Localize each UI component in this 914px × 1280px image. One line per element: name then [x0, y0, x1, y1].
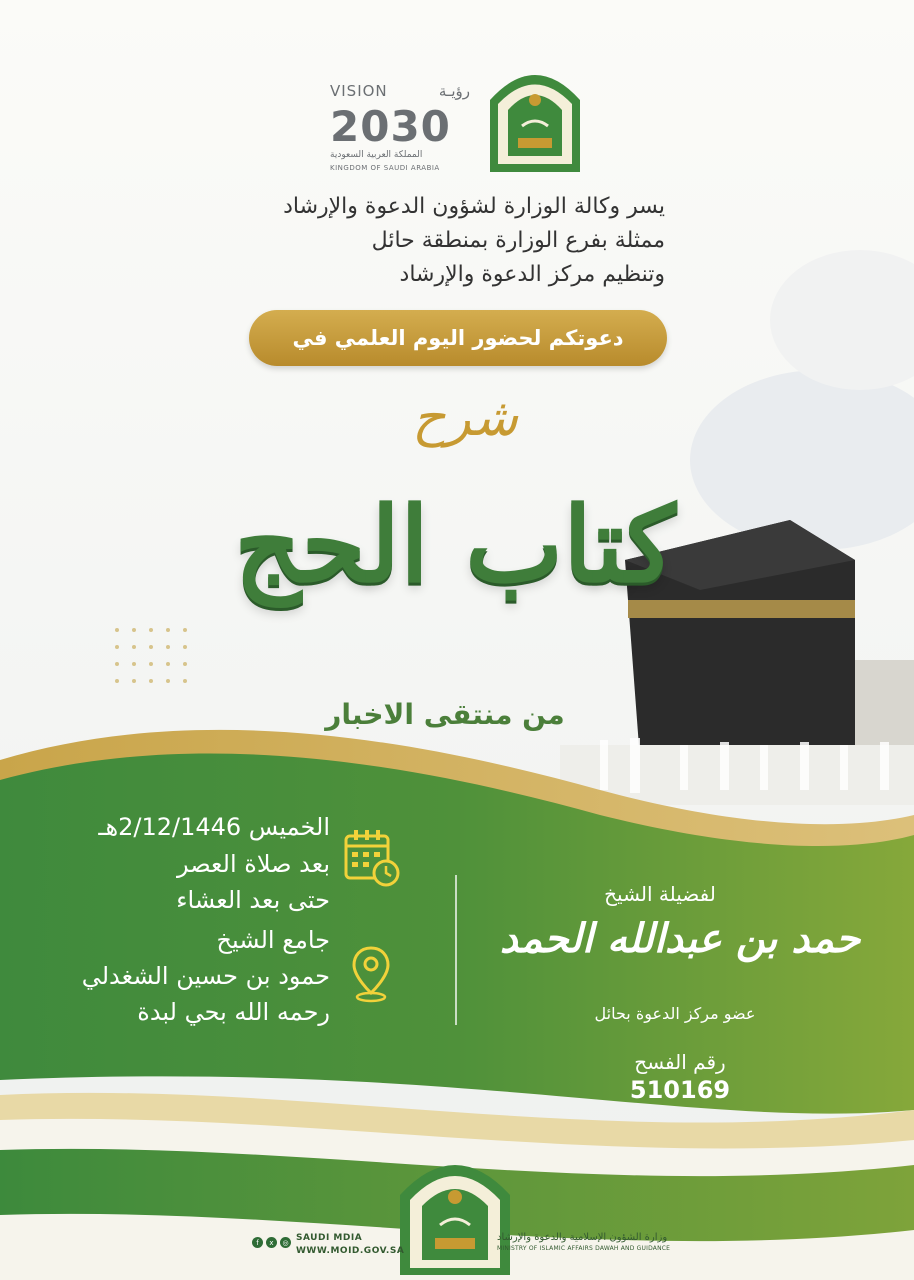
vision-en: VISION [330, 82, 388, 100]
event-date: الخميس 2/12/1446هـ [98, 813, 330, 841]
calendar-icon [343, 828, 401, 888]
vision-country-en: KINGDOM OF SAUDI ARABIA [330, 164, 440, 172]
social-icons [252, 1237, 291, 1248]
social-handle: SAUDI MDIA [296, 1233, 363, 1243]
book-title: كتاب الحج [234, 483, 676, 606]
permit-number: 510169 [629, 1076, 731, 1104]
book-subtitle: من منتقى الاخبار [325, 698, 565, 731]
ministry-logo [486, 60, 584, 172]
location-pin-icon [350, 945, 392, 1003]
instagram-icon[interactable]: ◎ [280, 1237, 291, 1248]
footer-ministry-logo [400, 1150, 510, 1275]
ministry-name-en: MINISTRY OF ISLAMIC AFFAIRS DAWAH AND GUIDANCE [497, 1245, 671, 1252]
decorative-dots [112, 625, 192, 685]
ministry-name-ar: وزارة الشؤون الإسلامية والدعوة والإرشاد [497, 1232, 668, 1243]
speaker-role: عضو مركز الدعوة بحائل [594, 1004, 756, 1023]
intro-line-2: ممثلة بفرع الوزارة بمنطقة حائل [371, 228, 665, 253]
vision-year: 2030 [330, 102, 451, 151]
footer-ministry-name [497, 1232, 672, 1252]
vision-ar: رؤيـة [438, 82, 470, 100]
location-line-1: جامع الشيخ [216, 926, 330, 954]
vision-country-ar: المملكة العربية السعودية [330, 150, 423, 160]
intro-text [240, 190, 665, 292]
x-icon[interactable]: x [266, 1237, 277, 1248]
location-line-2: حمود بن حسين الشغدلي [81, 962, 330, 990]
website-link[interactable]: WWW.MOID.GOV.SA [296, 1246, 405, 1256]
footer-social [252, 1233, 412, 1263]
sharh-word: شرح [412, 388, 518, 448]
invite-banner: دعوتكم لحضور اليوم العلمي في [249, 310, 667, 366]
event-time-from: بعد صلاة العصر [177, 850, 330, 878]
speaker-name: حمد بن عبدالله الحمد [499, 915, 861, 962]
permit-label: رقم الفسح [634, 1050, 726, 1074]
intro-line-3: وتنظيم مركز الدعوة والإرشاد [399, 262, 665, 287]
event-time-to: حتى بعد العشاء [176, 886, 330, 914]
location-line-3: رحمه الله بحي لبدة [137, 998, 330, 1026]
intro-line-1: يسر وكالة الوزارة لشؤون الدعوة والإرشاد [283, 194, 665, 219]
facebook-icon[interactable]: f [252, 1237, 263, 1248]
vision-2030-logo [330, 82, 470, 177]
speaker-label: لفضيلة الشيخ [604, 882, 716, 906]
vertical-divider [455, 875, 457, 1025]
